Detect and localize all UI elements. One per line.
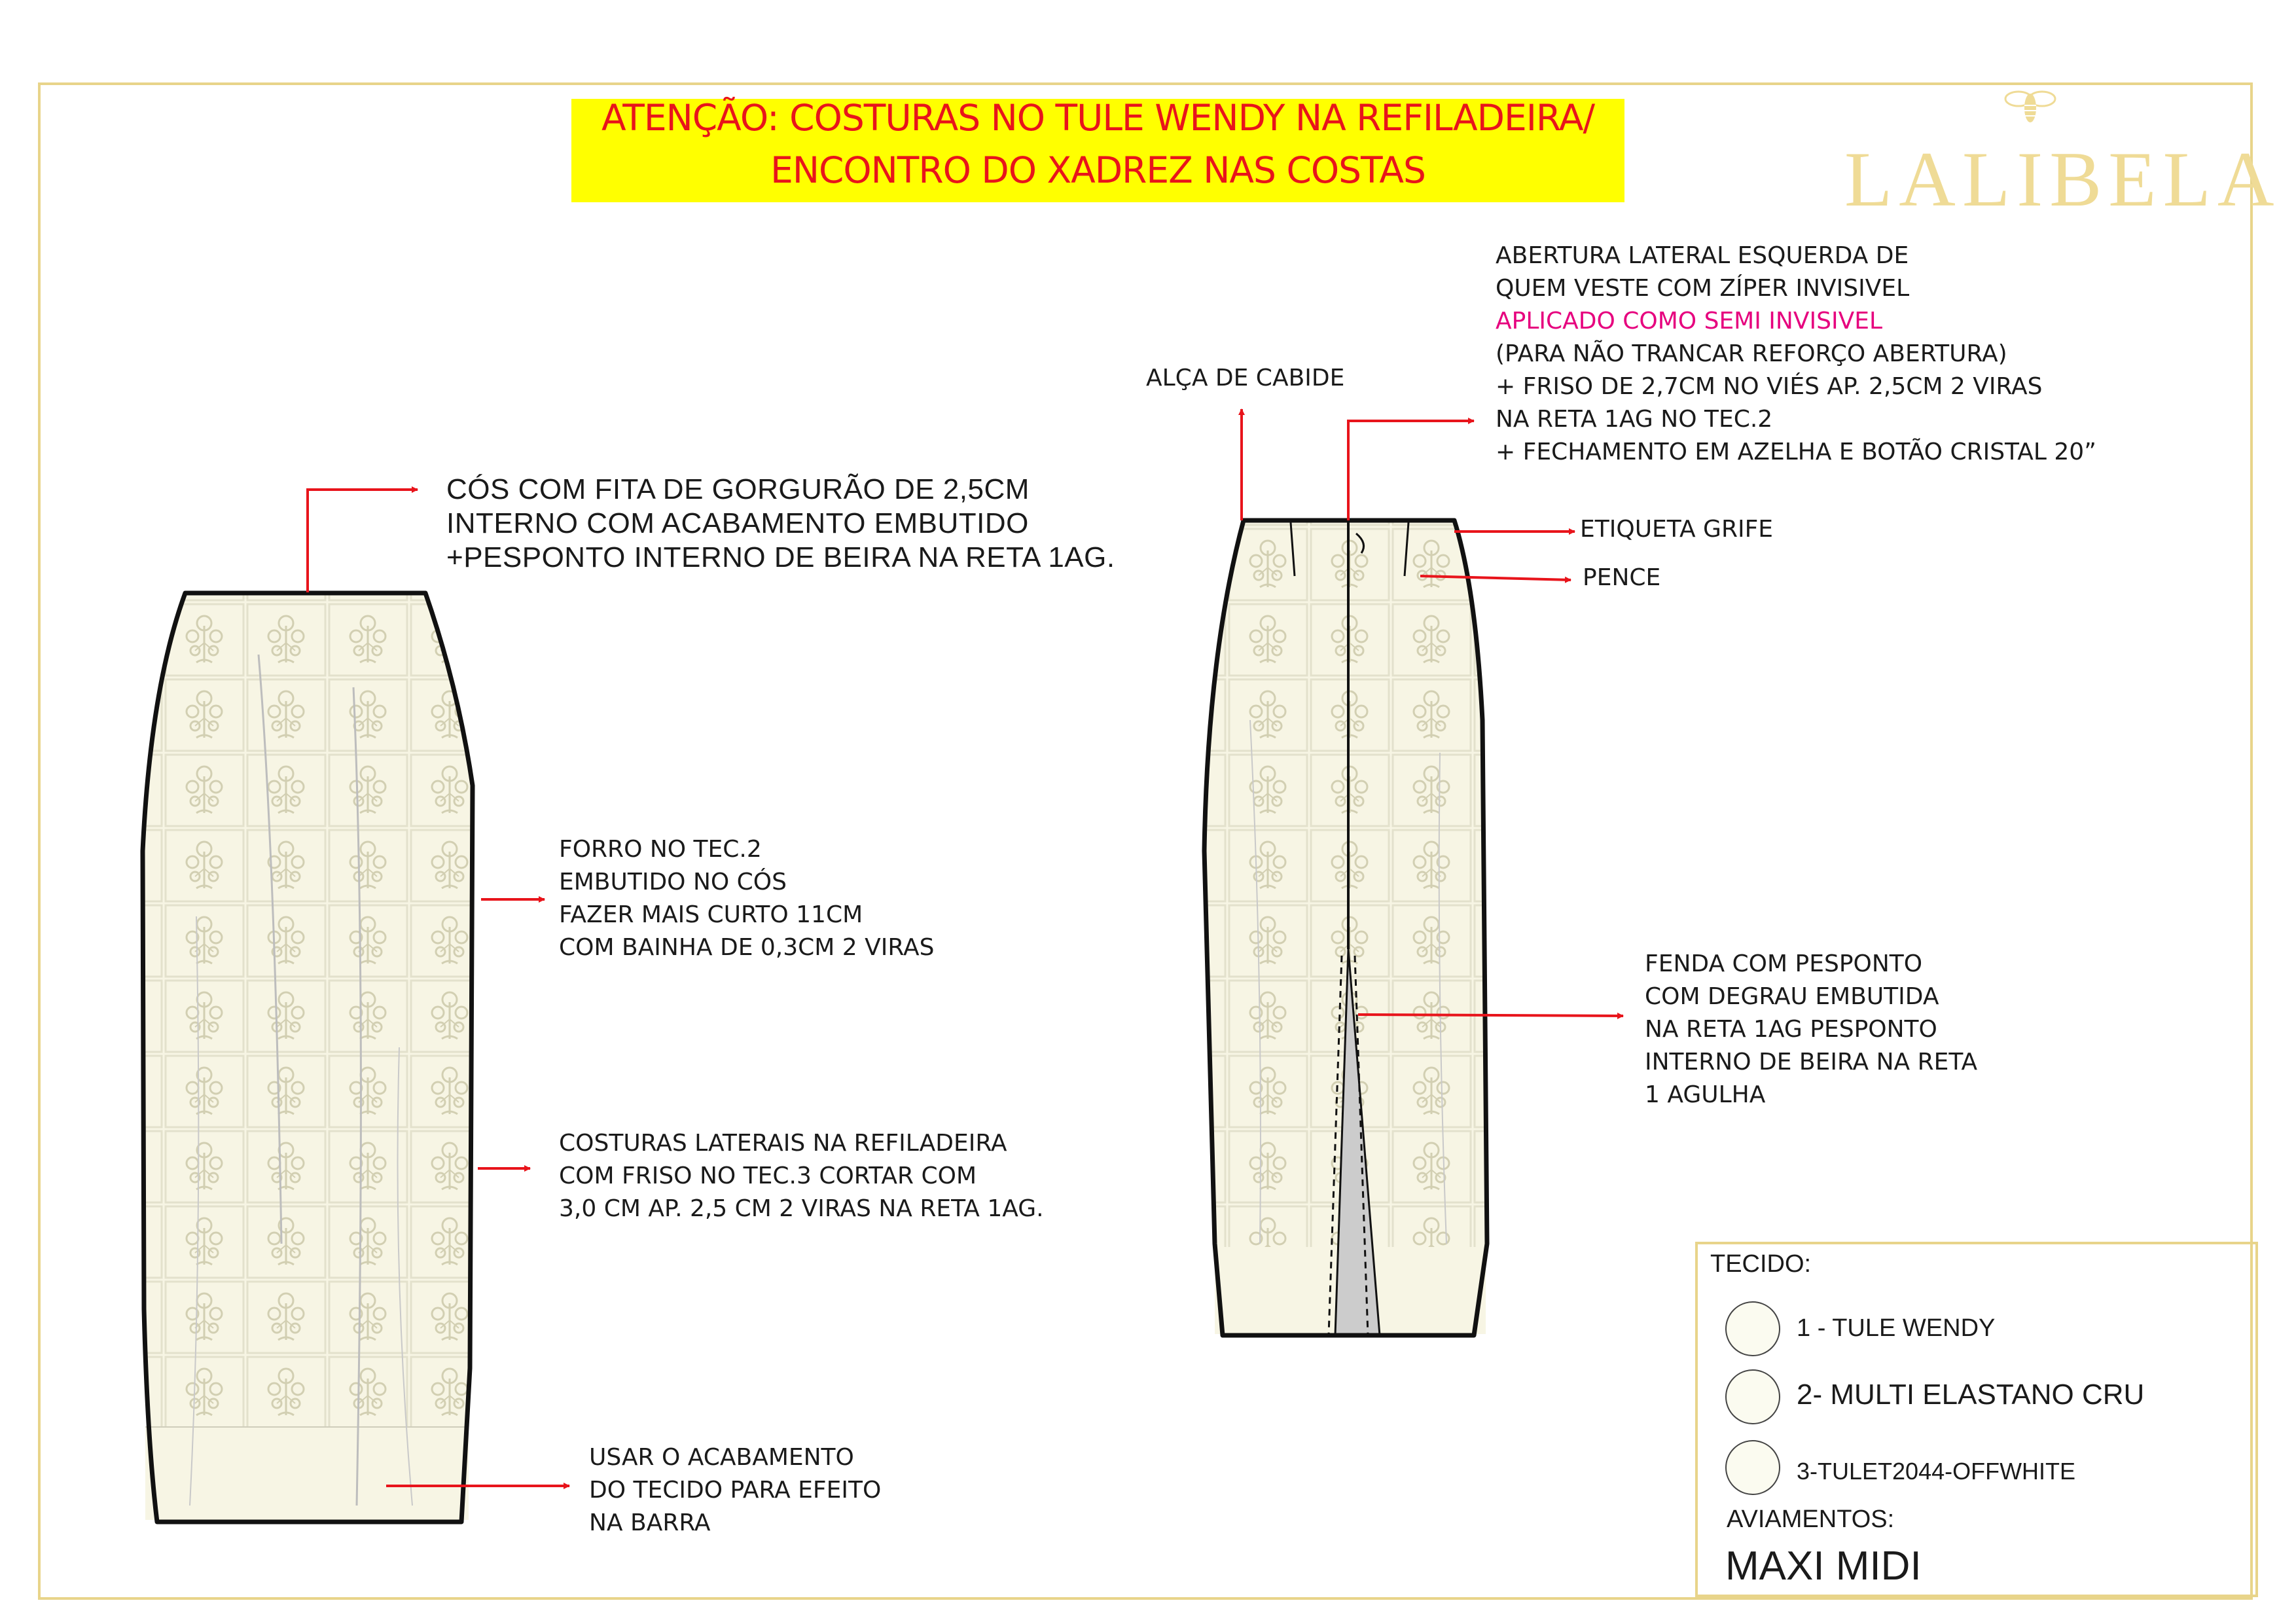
note-opening: ABERTURA LATERAL ESQUERDA DE QUEM VESTE COM ZÍPER INVISIVEL APLICADO COMO SEMI INVISIVEL (PARA NÃO TRANCAR REFORÇO ABERTURA) + FRISO DE 2,7CM NO VIÉS AP. 2,5CM 2 VIRAS NA RETA 1AG NO TEC.2 + FECHAMENTO EM AZELHA E BOTÃO CRISTAL 20” xyxy=(1496,242,2096,465)
note-side-seams: COSTURAS LATERAIS NA REFILADEIRA COM FRISO NO TEC.3 CORTAR COM 3,0 CM AP. 2,5 CM 2 VIRAS NA RETA 1AG. xyxy=(559,1130,1044,1222)
brand-logo-text: LALIBELA xyxy=(1844,135,2281,223)
fabric-name-2: 2- MULTI ELASTANO CRU xyxy=(1797,1379,2145,1411)
arrow-waistband xyxy=(308,490,418,592)
warning-line-1: ATENÇÃO: COSTURAS NO TULE WENDY NA REFILADEIRA/ xyxy=(601,97,1595,139)
model-name: MAXI MIDI xyxy=(1725,1543,1922,1589)
fabric-swatch-2 xyxy=(1725,1369,1780,1424)
warning-line-2: ENCONTRO DO XADREZ NAS COSTAS xyxy=(770,149,1426,191)
trims-title: AVIAMENTOS: xyxy=(1727,1506,1895,1533)
note-dart: PENCE xyxy=(1583,564,1661,591)
back-skirt xyxy=(1204,520,1487,1335)
fabric-name-3: 3-TULET2044-OFFWHITE xyxy=(1797,1458,2076,1485)
note-hem: USAR O ACABAMENTO DO TECIDO PARA EFEITO NA BARRA xyxy=(589,1444,882,1536)
arrow-opening xyxy=(1348,421,1474,520)
note-label: ETIQUETA GRIFE xyxy=(1580,516,1774,543)
note-slit: FENDA COM PESPONTO COM DEGRAU EMBUTIDA NA RETA 1AG PESPONTO INTERNO DE BEIRA NA RETA 1 AGULHA xyxy=(1645,950,1978,1108)
note-waistband: CÓS COM FITA DE GORGURÃO DE 2,5CM INTERNO COM ACABAMENTO EMBUTIDO +PESPONTO INTERNO DE BEIRA NA RETA 1AG. xyxy=(446,473,1115,573)
fabric-swatch-3 xyxy=(1725,1440,1780,1495)
note-hanger-loop: ALÇA DE CABIDE xyxy=(1146,365,1345,391)
arrow-slit xyxy=(1358,1015,1623,1016)
note-lining: FORRO NO TEC.2 EMBUTIDO NO CÓS FAZER MAIS CURTO 11CM COM BAINHA DE 0,3CM 2 VIRAS xyxy=(559,836,935,961)
fabric-title: TECIDO: xyxy=(1710,1250,1812,1278)
fabric-swatch-1 xyxy=(1725,1301,1780,1356)
fabric-name-1: 1 - TULE WENDY xyxy=(1797,1314,1996,1342)
front-skirt xyxy=(143,593,473,1522)
